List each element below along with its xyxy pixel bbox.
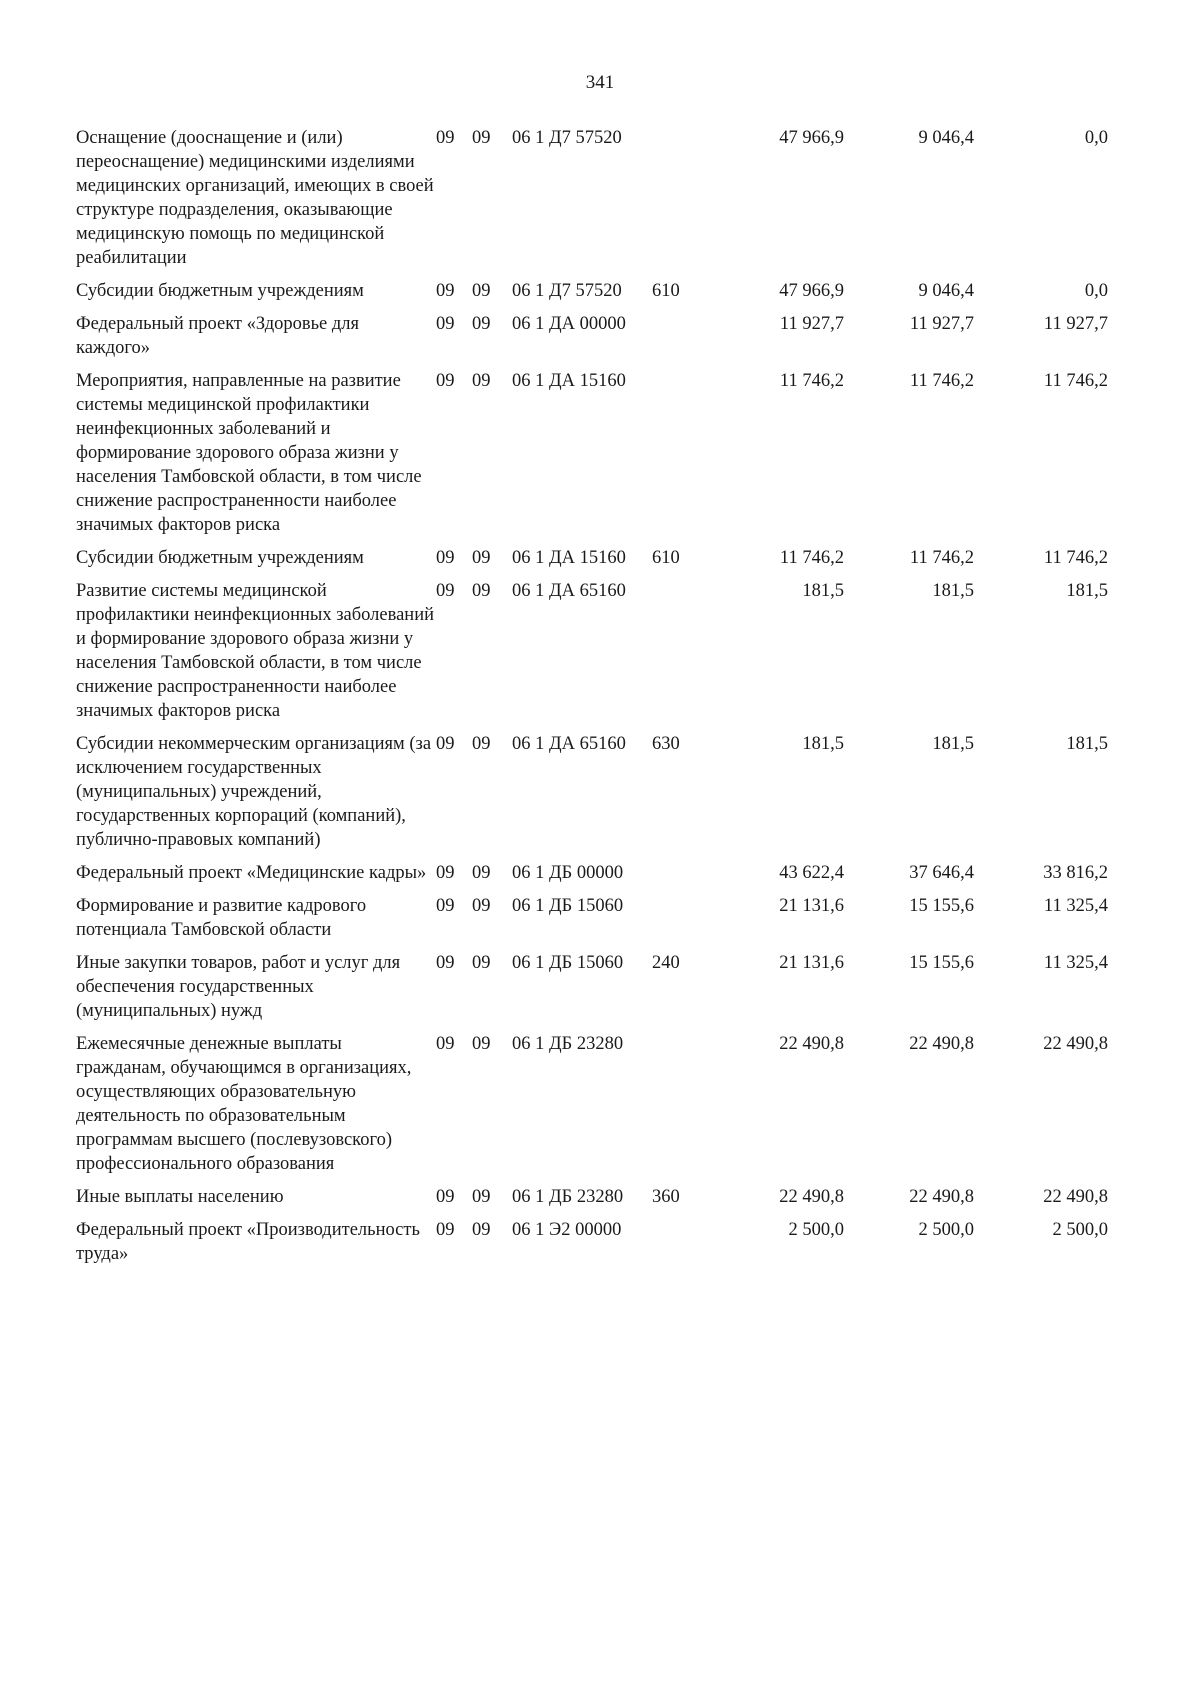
row-section: 09 [436,863,455,883]
row-section: 09 [436,1034,455,1054]
row-amount-year1: 181,5 [802,581,844,601]
row-expense-type: 630 [652,734,680,754]
row-amount-year1: 43 622,4 [779,863,844,883]
row-expense-type [652,1218,704,1275]
row-section: 09 [436,896,455,916]
row-amount-year1: 21 131,6 [779,896,844,916]
row-name: Мероприятия, направленные на развитие системы медицинской профилактики неинфекционных заболеваний и формирование здорового образа жизни у населения Тамбовской области, в том числе снижение распространенности наиболее значимых факторов риска [76,371,422,535]
row-section: 09 [436,281,455,301]
row-expense-type [652,861,704,894]
row-amount-year3: 11 746,2 [1043,548,1108,568]
row-section: 09 [436,1187,455,1207]
row-subsection: 09 [472,371,491,391]
row-amount-year3: 181,5 [1066,734,1108,754]
row-name: Формирование и развитие кадрового потенциала Тамбовской области [76,896,367,940]
row-amount-year2: 22 490,8 [909,1034,974,1054]
row-expense-type: 610 [652,281,680,301]
row-subsection: 09 [472,1034,491,1054]
row-section: 09 [436,548,455,568]
row-target-article: 06 1 ДА 15160 [512,548,626,568]
table-row [76,894,1108,951]
row-amount-year3: 11 927,7 [1043,314,1108,334]
row-amount-year2: 9 046,4 [918,281,974,301]
row-subsection: 09 [472,1220,491,1240]
row-subsection: 09 [472,128,491,148]
row-section: 09 [436,953,455,973]
row-amount-year3: 33 816,2 [1043,863,1108,883]
row-target-article: 06 1 ДА 65160 [512,734,626,754]
table-row [76,546,1108,579]
row-amount-year2: 2 500,0 [918,1220,974,1240]
row-subsection: 09 [472,734,491,754]
row-amount-year1: 11 746,2 [779,548,844,568]
row-amount-year3: 11 325,4 [1043,896,1108,916]
row-name: Федеральный проект «Здоровье для каждого» [76,314,360,358]
row-amount-year3: 0,0 [1084,128,1108,148]
row-amount-year3: 22 490,8 [1043,1034,1108,1054]
row-target-article: 06 1 ДА 65160 [512,581,626,601]
row-amount-year2: 11 746,2 [909,371,974,391]
row-amount-year2: 181,5 [932,581,974,601]
row-target-article: 06 1 ДБ 00000 [512,863,624,883]
row-amount-year1: 11 746,2 [779,371,844,391]
row-amount-year1: 22 490,8 [779,1187,844,1207]
row-expense-type: 610 [652,548,680,568]
row-amount-year3: 181,5 [1066,581,1108,601]
row-expense-type [652,1032,704,1185]
row-amount-year1: 47 966,9 [779,281,844,301]
row-name: Иные выплаты населению [76,1187,284,1207]
row-subsection: 09 [472,548,491,568]
row-section: 09 [436,581,455,601]
row-name: Субсидии некоммерческим организациям (за исключением государственных (муниципальных) учреждений, государственных корпораций (компаний), публично-правовых компаний) [76,734,432,850]
row-target-article: 06 1 ДА 00000 [512,314,626,334]
row-expense-type: 240 [652,953,680,973]
row-section: 09 [436,371,455,391]
row-amount-year2: 22 490,8 [909,1187,974,1207]
row-amount-year2: 11 746,2 [909,548,974,568]
row-target-article: 06 1 ДБ 23280 [512,1187,624,1207]
row-amount-year3: 22 490,8 [1043,1187,1108,1207]
row-amount-year2: 15 155,6 [909,953,974,973]
row-expense-type: 360 [652,1187,680,1207]
row-name: Оснащение (дооснащение и (или) переоснащение) медицинскими изделиями медицинских организаций, имеющих в своей структуре подразделения, оказывающие медицинскую помощь по медицинской реабилитации [76,128,434,268]
row-subsection: 09 [472,953,491,973]
page-number: 341 [585,72,615,93]
row-expense-type [652,126,704,279]
row-amount-year2: 181,5 [932,734,974,754]
table-row [76,1032,1108,1185]
row-section: 09 [436,734,455,754]
row-amount-year1: 181,5 [802,734,844,754]
row-target-article: 06 1 Д7 57520 [512,128,622,148]
row-expense-type [652,312,704,369]
table-row [76,126,1108,279]
row-name: Федеральный проект «Медицинские кадры» [76,863,427,883]
table-row [76,369,1108,546]
row-target-article: 06 1 ДБ 15060 [512,896,624,916]
row-subsection: 09 [472,896,491,916]
table-row [76,1218,1108,1275]
row-name: Субсидии бюджетным учреждениям [76,548,364,568]
table-row [76,861,1108,894]
table-row [76,312,1108,369]
row-amount-year1: 2 500,0 [788,1220,844,1240]
row-expense-type [652,369,704,546]
row-amount-year2: 37 646,4 [909,863,974,883]
row-amount-year3: 0,0 [1084,281,1108,301]
row-section: 09 [436,128,455,148]
table-row [76,1185,1108,1218]
row-subsection: 09 [472,1187,491,1207]
row-amount-year3: 11 325,4 [1043,953,1108,973]
row-amount-year3: 2 500,0 [1052,1220,1108,1240]
row-subsection: 09 [472,314,491,334]
row-amount-year3: 11 746,2 [1043,371,1108,391]
row-target-article: 06 1 Д7 57520 [512,281,622,301]
row-name: Иные закупки товаров, работ и услуг для обеспечения государственных (муниципальных) нужд [76,953,401,1021]
table-row [76,951,1108,1032]
row-target-article: 06 1 ДБ 23280 [512,1034,624,1054]
row-amount-year1: 22 490,8 [779,1034,844,1054]
table-row [76,579,1108,732]
row-section: 09 [436,1220,455,1240]
budget-table [76,126,1108,1275]
row-target-article: 06 1 Э2 00000 [512,1220,622,1240]
table-row [76,279,1108,312]
row-expense-type [652,894,704,951]
row-expense-type [652,579,704,732]
row-target-article: 06 1 ДБ 15060 [512,953,624,973]
row-name: Развитие системы медицинской профилактики неинфекционных заболеваний и формирование здорового образа жизни у населения Тамбовской области, в том числе снижение распространенности наиболее значимых факторов риска [76,581,435,721]
table-row [76,732,1108,861]
row-amount-year1: 47 966,9 [779,128,844,148]
row-name: Субсидии бюджетным учреждениям [76,281,364,301]
budget-table-body [76,126,1108,1275]
row-amount-year2: 9 046,4 [918,128,974,148]
row-target-article: 06 1 ДА 15160 [512,371,626,391]
row-name: Федеральный проект «Производительность труда» [76,1220,420,1264]
row-subsection: 09 [472,863,491,883]
row-amount-year2: 15 155,6 [909,896,974,916]
row-amount-year1: 21 131,6 [779,953,844,973]
row-section: 09 [436,314,455,334]
row-amount-year2: 11 927,7 [909,314,974,334]
row-name: Ежемесячные денежные выплаты гражданам, обучающимся в организациях, осуществляющих образовательную деятельность по образовательным программам высшего (послевузовского) профессионального образования [76,1034,412,1174]
row-subsection: 09 [472,281,491,301]
row-subsection: 09 [472,581,491,601]
row-amount-year1: 11 927,7 [779,314,844,334]
